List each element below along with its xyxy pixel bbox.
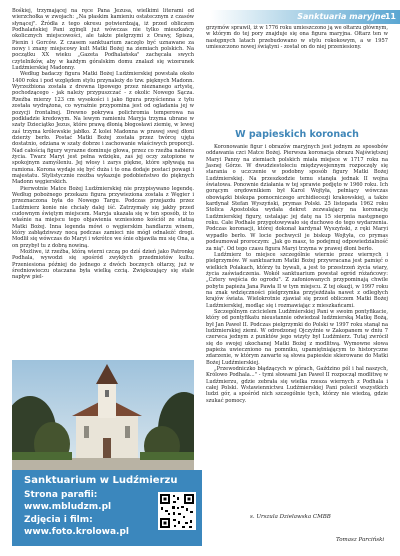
paragraph: Ludźmierz to miejsce szczególnie wiernie przez wiernych i pielgrzymów. W sanktuarium Matki Bożej przywracana jest pamięć o wielkich Polakach, którzy tu bywali, a jest to przestrzeń życia wiary, życia zaświadczenia. Wokół sanktuarium powstał ogród różańcowy: „Cztery wejścia do ogrodu". Z zafoniowanych przypominają chwile pobytu papieża Jana Pawła II w tym miejscu. Z tej okazji, w 1997 roku na znak wdzięczności pielgrzymka przyjeżdżała nawet z odległych krajów świata. Wielokrotnie zjawiał się przed obliczem Matki Bożej Ludźmierskiej, modląc się i rozmawiając z mieszkańcami. (206, 251, 388, 309)
article-left-column (12, 8, 194, 281)
article-right-column (206, 25, 388, 50)
article-right-column-continued (206, 144, 388, 404)
church-photo (12, 360, 194, 470)
paragraph: Koronowanie figur i obrazów maryjnych jest jednym ze sposobów oddawania czci Matce Bożej. Pierwsza koronacja obrazu Najświętszej Maryi Panny na ziemiach polskich miała miejsce w 1717 roku na Jasnej Górze. W dwudziestoleciu międzywojennym rozpoczęły się starania o uczczenie w podobny sposób figury Matki Bożej Ludźmierskiej. Na przeszkodzie temu stanęła jednak II wojna światowa. Ponownie działania w tej sprawie podjęto w 1960 roku. Ich gorącym orędownikiem był Karol Wojtyła, pełniący wówczas obowiązki biskupa pomocniczego archidiecezji krakowskiej, a także kardynał Stefan Wyszyński, prymas Polski. 25 listopada 1962 roku Stolica Apostolska wydała dekret zezwalający na koronację Ludźmierskiej figury, ustalając jej datę na 15 sierpnia następnego roku. Całe Podhale przygotowywało się duchowo do tego wydarzenia. Podczas koronacji, której dokonał kardynał Wyszyński, z ręki Maryi wypadło berło. W locie pochwycił je biskup Wojtyła, co prymas podsumował proroczym: „Jak go masz, to podejmuj odpowiedzialność za nią". Od tego czasu figura Maryi trzyma w prawej dłoni berło. (206, 144, 388, 252)
website-link[interactable]: www.mbludzm.pl (24, 502, 112, 512)
photos-link[interactable]: www.foto.krolowa.pl (24, 527, 129, 537)
paragraph: Pierwotnie Matce Bożej Ludźmierskiej nie przypisywano legendę. Według pobożnego przekazu figura przywieziona została z Węgier i przeznaczona była do Nowego Targu. Podczas przejazdu przez Ludźmierz konie nie chciały dalej iść. Zatrzymały się jakby przed cudownym świętym miejscem. Maryja ukazała się w ten sposób, iż to właśnie na miejscu tego objawienia wzniesiono kościół ze statuą Matki Bożej. Inna legenda mówi o węgierskim handlarzu winem, który zabłądziwszy nocą podczas zamieci nie mógł odnaleźć drogi. Modlił się wówczas do Maryi i wkrótce we śnie objawiła mu się Ona, a on przybył tu z dobrą nowiną. (12, 185, 194, 249)
paragraph: „Przewodniczko błądzących w górach, Gaździno pól i hal naszych, Królowo Podhala..." - tymi słowami Jan Paweł II rozpoczął modlitwę w Ludźmierzu, gdzie zebrała się wielka rzesza wiernych z Podhala i całej Polski. Wstawiennictwu Ludźmierskiej Pani polecił wszystkich ludzi gór, a spośród nich szczególnie tych, którzy nie wiedzą, gdzie szukać pomocy. (206, 366, 388, 404)
sanctuary-info-box (12, 470, 202, 546)
paragraph: Według badaczy figura Matki Bożej Ludźmierskiej powstała około 1400 roku i pod względem stylu przynależy do tzw. pięknych Madonn. Wyrzeźbiona została z drewna lipowego przez nieznanego artystę, pochodzącego - jak należy przypuszczać - z okolic Nowego Sącza. Rzeźba mierzy 123 cm wysokości i jako figura przyścienna z tyłu została wydrążona, co wyraźnie przypomina jest od ogladania jej w pozycji frontalnej. Drewno pokrywa polichromia temperowa na podkładzie kredowym. Na lewym ramieniu Maryja trzyma ubrane w szaty Dzieciątko Jezus, które prawą dłonią błogosławi ziemię, w lewej zaś trzyma królewskie jabłko. Z kolei Madonna w prawej swej dłoni dzierży berło. Postać Matki Bożej została przez twórcę ujęta dostatnio, odziana w szaty dobrze i zachowanie właściwych proporcji. Nad całością figury wyrazne dominuje głowa, przez co rzeźba nabiera życia. Twarz Maryi jest pełna wdzięku, zaś jej oczy zatopione w spokojnym zamyśleniu. Jej włosy i zarys piękne, które spływają na ramiona. Korona wydaje się być duża i to ona dodaje postaci powagi i majestatu. Stylistycznie rzeźba wykazuje podobieństwo do pięknych Madonn węgierskich. (12, 71, 194, 186)
church-image (12, 360, 194, 470)
page-number: 11 (384, 12, 396, 21)
header-title: Sanktuaria maryjne (297, 12, 386, 21)
website-label: Strona parafii: (24, 490, 98, 500)
info-title: Sanktuarium w Ludźmierzu (24, 475, 178, 486)
author-signature: s. Urszula Dzielawska CMBB (250, 514, 331, 520)
paragraph: Szczególnym czcicielem Ludźmierskiej Pani w swoim pontyfikacie, który od pontyfikatu nieustannie odwiedzał ludźmierską Matkę Bożą, był Jan Paweł II. Podczas pielgrzymki do Polski w 1997 roku stanął na ludźmierskiej ziemi. W odrodzonej Ojczyźnie w Zakopanem w dniu 7 czerwca jednym z punktów jego wizyty był Ludźmierz. Tutaj zwrócił się do swojej ukochanej Matki Bożej z modlitwą. Wymowne słowa papieża uwieczniono na pomniku, upamiętniającym to historyczne zdarzenie, w którym zawarte są słowa papieskie skierowane do Matki Bożej Ludźmierskiej. (206, 308, 388, 366)
paragraph: grzymów sprawił, iż w 1776 roku umieszczono ją we ołtarzu głównym, w którym do tej pory znajduje się ona figura maryjna. Ołtarz ten w następnych latach przebudowano w stylu rokokowym, a w 1957 umieszczono nowej świątyni - został on do niej przeniesiony. (206, 25, 388, 51)
photographer-signature: Tomasz Parciński (336, 537, 385, 543)
qr-code-icon (158, 492, 196, 530)
photos-label: Zdjęcia i film: (24, 515, 93, 525)
paragraph: Bośkiej, trzymającej na ręce Pana Jezusa, wielkimi literami od wierzchołka w zwojach: „Na płaskim kamieniu ostatecznym z czasów słynącej". Źródła z tego okresu potwierdzają, iż przed obliczem Podhalańskiej Pani zginęli już wówczas nie tylko mieszkańcy okolicznych miejscowości, ale także pielgrzymi z Orawy, Spisza, Pienin i Gorców. Z czasem sanktuarium zaczęło być uznawane za nowy i znany miejscowy kult Matki Bożej na ziemiach polskich. Na początku XX wieku „Gazeta Podhalańska" zachęcała swych czytelników, aby w każdym góralskim domu znalazł się wizerunek Ludźmierskiej Madonny. (12, 8, 194, 72)
page-header (210, 8, 400, 26)
paragraph: Możliwe, iż rzeźba, którą wierni czczą po dziś dzień jako Patronkę Podhala, wywodzi się spośród zwykłych przedmiotów kultu. Przeniesiona później do jednego z dwóch bocznych ołtarzy, już w średniowieczu otaczana była wielką czcią. Zwiększający się stale napływ piel- (12, 249, 194, 281)
section-heading: W papieskich koronach (235, 129, 359, 140)
